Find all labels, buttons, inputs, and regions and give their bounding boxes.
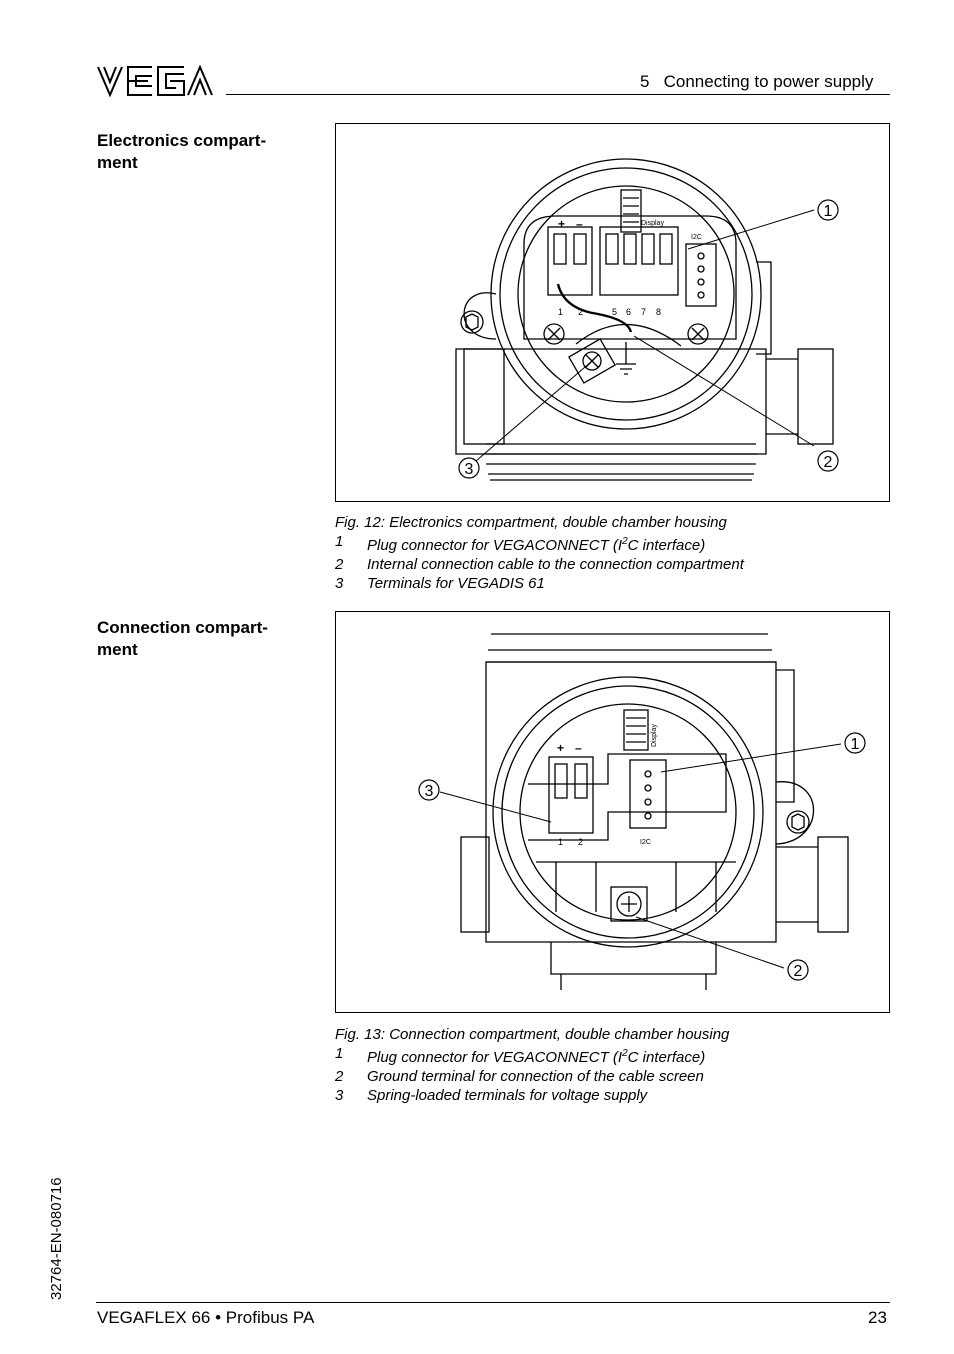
heading-electronics-compartment: Electronics compart- ment bbox=[97, 131, 267, 172]
fig12-display-label: Display bbox=[641, 220, 664, 227]
figure-13-caption bbox=[335, 1025, 895, 1105]
fig12-terminal-label: 8 bbox=[656, 307, 662, 317]
figure-12-caption bbox=[335, 513, 895, 593]
fig13-callout-1: 1 bbox=[850, 736, 860, 753]
fig13-terminal-label: 1 bbox=[558, 837, 564, 847]
document-code: 32764-EN-080716 bbox=[48, 1177, 65, 1300]
fig12-callout-3: 3 bbox=[464, 461, 474, 478]
fig13-callout-3: 3 bbox=[424, 783, 434, 800]
caption-title: Fig. 12: Electronics compartment, double chamber housing bbox=[335, 514, 727, 531]
caption-title: Fig. 13: Connection compartment, double chamber housing bbox=[335, 1026, 730, 1043]
caption-item: 1 Plug connector for VEGACONNECT ($I^2C$ interface) bbox=[335, 533, 706, 554]
figure-12-frame bbox=[335, 123, 890, 502]
fig12-i2c-label: I2C bbox=[691, 234, 702, 241]
heading-connection-compartment: Connection compart- ment bbox=[97, 618, 268, 659]
footer-product: VEGAFLEX 66 • Profibus PA bbox=[97, 1308, 315, 1327]
figure-13-connection-compartment-drawing bbox=[336, 612, 889, 1012]
fig12-terminal-label: 6 bbox=[626, 307, 632, 317]
figure-12-electronics-compartment-drawing bbox=[336, 124, 889, 501]
fig13-plus-sign: + bbox=[557, 741, 565, 755]
caption-item: 2 Ground terminal for connection of the cable screen bbox=[335, 1068, 704, 1085]
caption-item: 3 Terminals for VEGADIS 61 bbox=[335, 575, 545, 592]
fig12-terminal-label: 1 bbox=[558, 307, 564, 317]
page-number: 23 bbox=[868, 1308, 887, 1327]
fig12-terminal-label: 2 bbox=[578, 307, 584, 317]
fig12-callout-2: 2 bbox=[823, 454, 833, 471]
fig12-callout-1: 1 bbox=[823, 203, 833, 220]
vega-logo bbox=[96, 64, 216, 98]
footer-rule bbox=[96, 1302, 890, 1303]
fig13-minus-sign: – bbox=[575, 741, 582, 755]
fig12-terminal-label: 5 bbox=[612, 307, 618, 317]
caption-item: 3 Spring-loaded terminals for voltage supply bbox=[335, 1087, 648, 1104]
fig13-callout-2: 2 bbox=[793, 963, 803, 980]
fig12-minus-sign: – bbox=[576, 217, 583, 231]
figure-13-frame bbox=[335, 611, 890, 1013]
header-rule bbox=[226, 94, 890, 95]
fig12-plus-sign: + bbox=[558, 217, 566, 231]
section-title: 5 Connecting to power supply bbox=[640, 72, 874, 91]
fig13-i2c-label: I2C bbox=[640, 839, 651, 846]
caption-item: 2 Internal connection cable to the connection compartment bbox=[335, 556, 744, 573]
fig13-display-label: Display bbox=[651, 724, 658, 747]
caption-item: 1 Plug connector for VEGACONNECT ($I^2C$ interface) bbox=[335, 1045, 706, 1066]
fig13-terminal-label: 2 bbox=[578, 837, 584, 847]
fig12-terminal-label: 7 bbox=[641, 307, 647, 317]
